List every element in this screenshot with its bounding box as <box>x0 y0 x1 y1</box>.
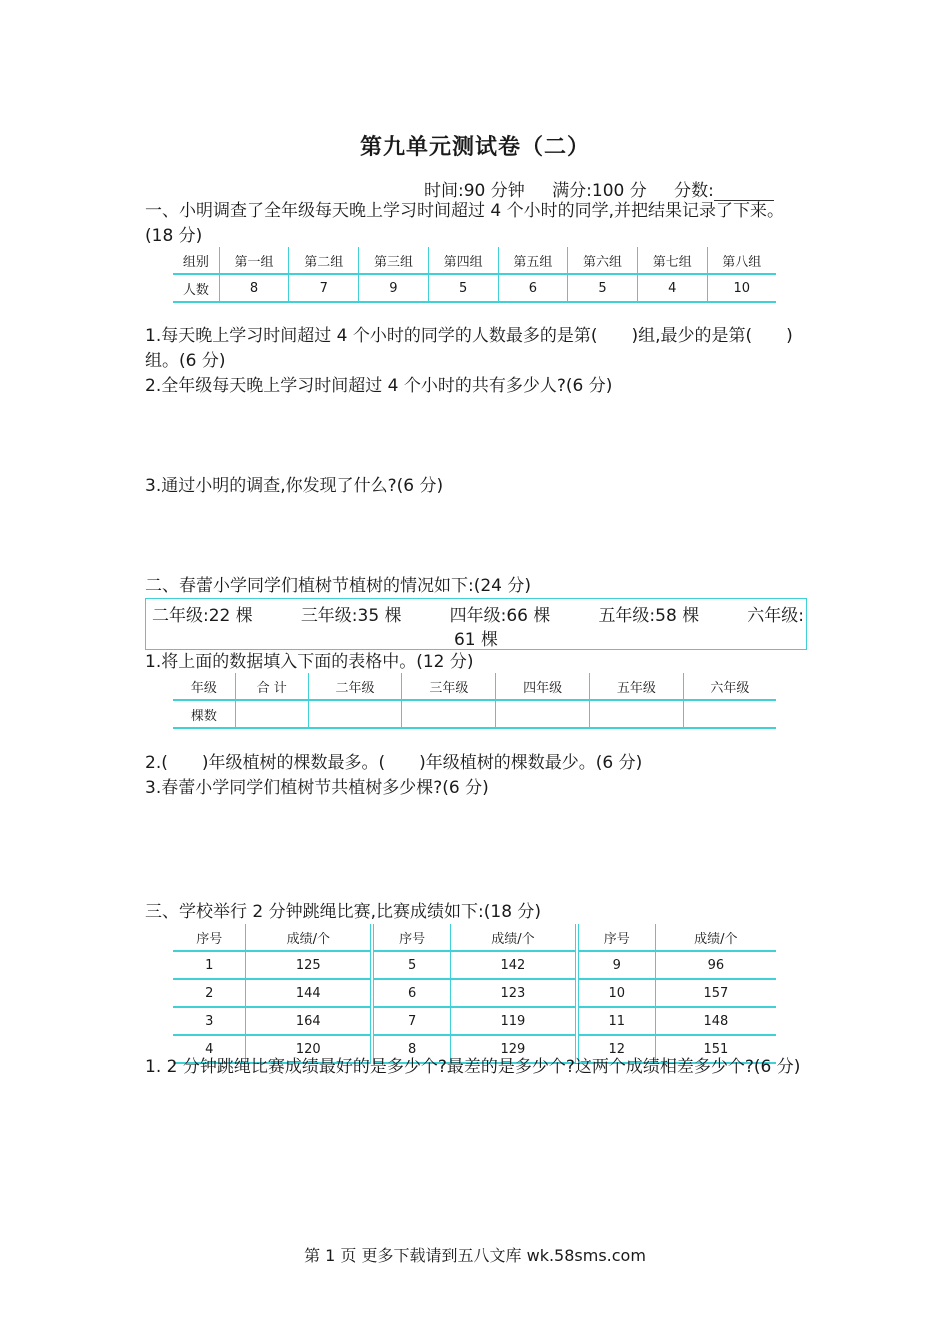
answer-cell[interactable] <box>402 700 496 728</box>
table-cell: 8 <box>219 274 289 302</box>
table-cell: 7 <box>372 1007 450 1035</box>
table-cell: 序号 <box>372 924 450 951</box>
section1-q1: 1.每天晚上学习时间超过 4 个小时的同学的人数最多的是第( )组,最少的是第( )组。(6 分) <box>145 326 793 371</box>
box-item: 三年级:35 棵 <box>300 606 402 626</box>
table-cell: 120 <box>246 1035 372 1063</box>
answer-cell[interactable] <box>308 700 402 728</box>
table-cell: 第二组 <box>289 247 359 274</box>
table-cell: 151 <box>655 1035 776 1063</box>
table-cell: 9 <box>359 274 429 302</box>
table-row <box>173 951 776 979</box>
table-cell: 9 <box>577 951 655 979</box>
table-cell: 11 <box>577 1007 655 1035</box>
table-cell: 129 <box>451 1035 577 1063</box>
section1-q3: 3.通过小明的调查,你发现了什么?(6 分) <box>145 476 444 496</box>
answer-cell[interactable] <box>496 700 590 728</box>
table-cell: 12 <box>577 1035 655 1063</box>
box-item: 二年级:22 棵 <box>152 606 253 626</box>
tree-data-box <box>145 598 807 650</box>
table-cell: 第五组 <box>498 247 568 274</box>
box-item: 五年级:58 棵 <box>598 606 700 626</box>
table-cell: 2 <box>173 979 246 1007</box>
table-row <box>173 274 776 302</box>
table-row <box>173 1007 776 1035</box>
table-cell: 五年级 <box>590 673 684 700</box>
table-cell: 组别 <box>173 247 219 274</box>
answer-cell[interactable] <box>590 700 684 728</box>
section1-q2: 2.全年级每天晚上学习时间超过 4 个小时的共有多少人?(6 分) <box>145 376 613 396</box>
table-cell: 序号 <box>577 924 655 951</box>
table-row <box>173 979 776 1007</box>
box-item: 四年级:66 棵 <box>449 606 551 626</box>
full-score: 满分:100 分 <box>552 181 647 201</box>
table-cell: 成绩/个 <box>246 924 372 951</box>
table-cell: 119 <box>451 1007 577 1035</box>
table-cell: 成绩/个 <box>655 924 776 951</box>
table-cell: 六年级 <box>683 673 776 700</box>
table-cell: 10 <box>577 979 655 1007</box>
table-cell: 人数 <box>173 274 219 302</box>
table-cell: 棵数 <box>173 700 235 728</box>
table-cell: 三年级 <box>402 673 496 700</box>
box-item: 61 棵 <box>453 630 499 650</box>
table-cell: 4 <box>173 1035 246 1063</box>
table-cell: 合 计 <box>235 673 308 700</box>
tree-table <box>173 673 776 729</box>
table-row <box>173 673 776 700</box>
table-cell: 125 <box>246 951 372 979</box>
group-table <box>173 247 776 303</box>
table-row <box>173 247 776 274</box>
table-cell: 成绩/个 <box>451 924 577 951</box>
table-cell: 157 <box>655 979 776 1007</box>
table-cell: 四年级 <box>496 673 590 700</box>
answer-cell[interactable] <box>235 700 308 728</box>
table-cell: 164 <box>246 1007 372 1035</box>
table-cell: 144 <box>246 979 372 1007</box>
table-cell: 5 <box>428 274 498 302</box>
table-cell: 第八组 <box>707 247 776 274</box>
table-cell: 第六组 <box>568 247 638 274</box>
table-cell: 二年级 <box>308 673 402 700</box>
section2-q3: 3.春蕾小学同学们植树节共植树多少棵?(6 分) <box>145 778 489 798</box>
section2-heading: 二、春蕾小学同学们植树节植树的情况如下:(24 分) <box>145 576 532 596</box>
table-cell: 5 <box>568 274 638 302</box>
table-cell: 第三组 <box>359 247 429 274</box>
answer-cell[interactable] <box>683 700 776 728</box>
section2-q2: 2.( )年级植树的棵数最多。( )年级植树的棵数最少。(6 分) <box>145 753 643 773</box>
section3-q1: 1. 2 分钟跳绳比赛成绩最好的是多少个?最差的是多少个?这两个成绩相差多少个?(6 分) <box>145 1057 801 1077</box>
page-footer: 第 1 页 更多下载请到五八文库 wk.58sms.com <box>304 1246 646 1265</box>
page-title: 第九单元测试卷（二） <box>359 134 590 160</box>
table-cell: 年级 <box>173 673 235 700</box>
table-cell: 148 <box>655 1007 776 1035</box>
table-cell: 3 <box>173 1007 246 1035</box>
section3-heading: 三、学校举行 2 分钟跳绳比赛,比赛成绩如下:(18 分) <box>145 902 542 922</box>
box-item: 六年级: <box>747 606 804 626</box>
table-cell: 7 <box>289 274 359 302</box>
table-cell: 6 <box>498 274 568 302</box>
table-cell: 4 <box>637 274 707 302</box>
score-label: 分数: <box>674 181 714 201</box>
jump-rope-table <box>173 924 776 1064</box>
table-cell: 142 <box>451 951 577 979</box>
table-cell: 序号 <box>173 924 246 951</box>
table-cell: 6 <box>372 979 450 1007</box>
exam-meta <box>424 176 774 201</box>
table-row <box>173 700 776 728</box>
table-cell: 8 <box>372 1035 450 1063</box>
table-row <box>173 924 776 951</box>
section1-heading: 一、小明调查了全年级每天晚上学习时间超过 4 个小时的同学,并把结果记录了下来。(18 分) <box>145 201 785 246</box>
table-cell: 第七组 <box>637 247 707 274</box>
table-cell: 96 <box>655 951 776 979</box>
table-cell: 第四组 <box>428 247 498 274</box>
table-cell: 123 <box>451 979 577 1007</box>
section2-q1: 1.将上面的数据填入下面的表格中。(12 分) <box>145 652 474 672</box>
table-cell: 10 <box>707 274 776 302</box>
time-limit: 时间:90 分钟 <box>424 181 525 201</box>
table-cell: 第一组 <box>219 247 289 274</box>
table-cell: 1 <box>173 951 246 979</box>
table-cell: 5 <box>372 951 450 979</box>
